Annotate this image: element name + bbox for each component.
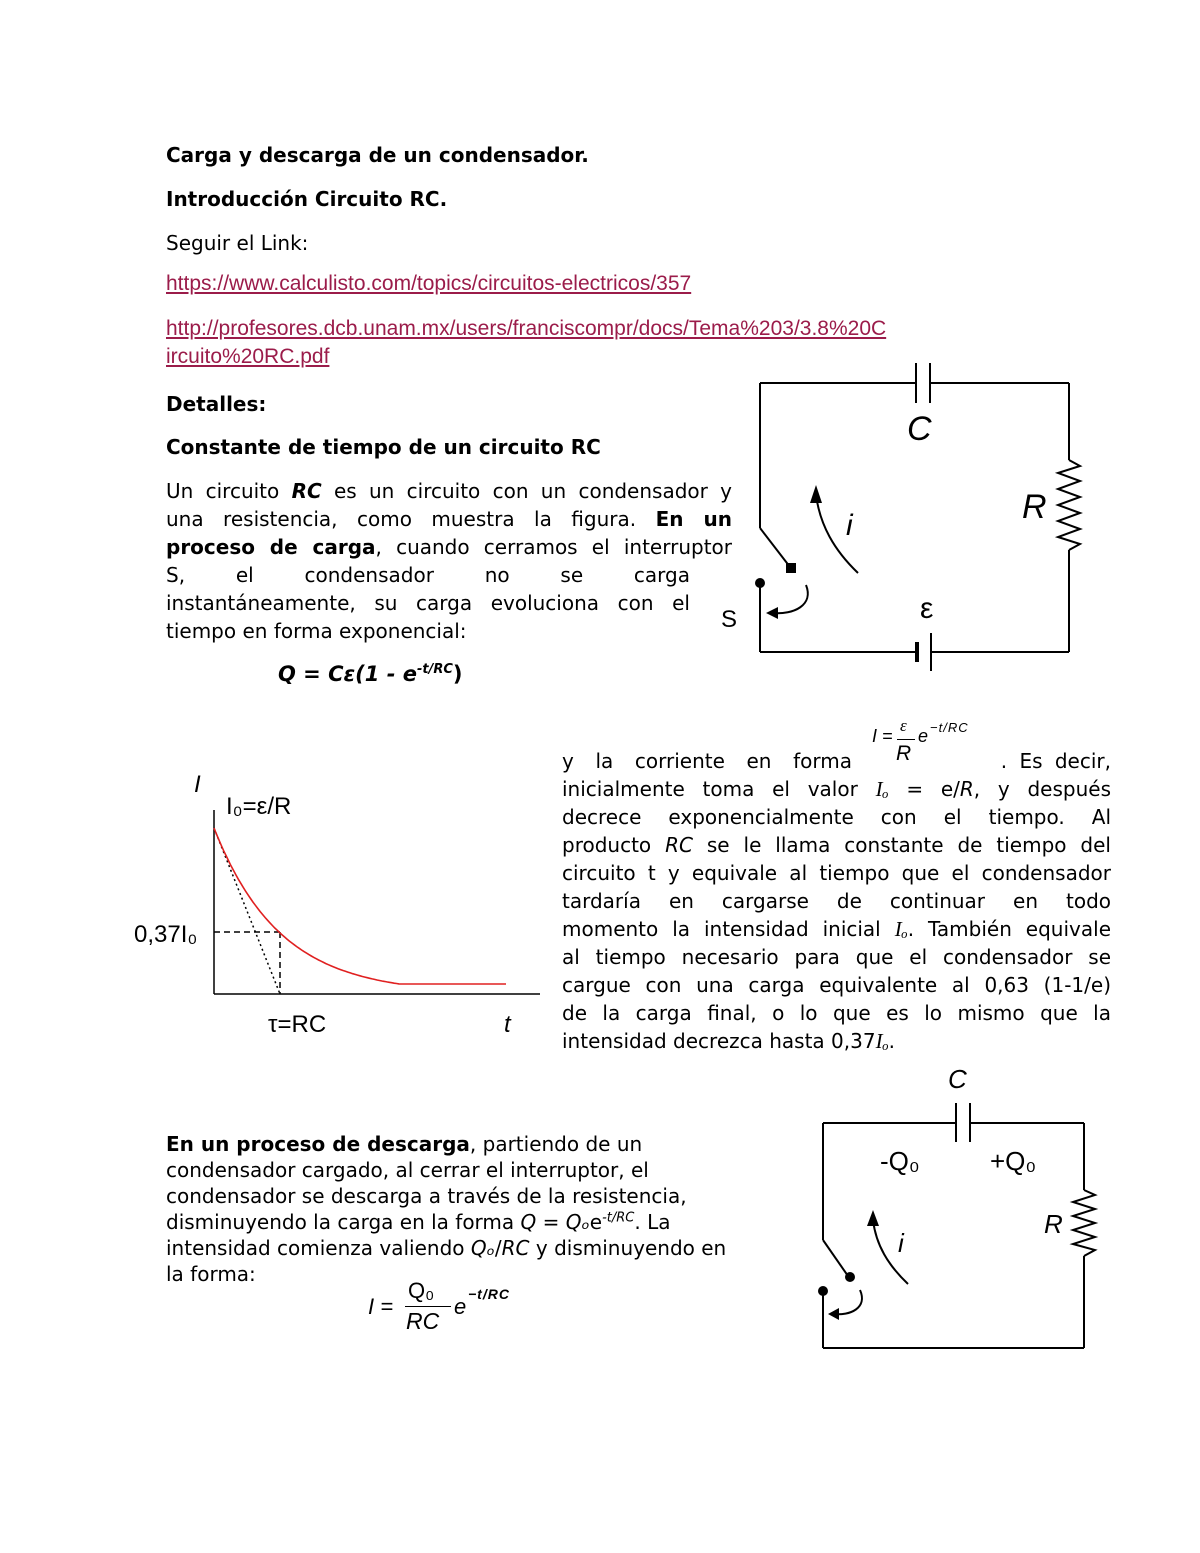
- tau-label: τ=RC: [268, 1011, 327, 1038]
- x-axis-label: t: [504, 1011, 511, 1038]
- label-c: C: [948, 1064, 967, 1094]
- text: intensidad comienza valiendo: [166, 1236, 471, 1260]
- current-decay-graph: [128, 760, 548, 1040]
- charge-line: [166, 561, 690, 589]
- q0-symbol: Qₒ: [565, 1210, 590, 1234]
- text: =: [888, 777, 941, 801]
- discharge-line: [166, 1131, 786, 1157]
- word: condensador: [304, 563, 434, 587]
- label-i: i: [846, 509, 853, 542]
- text: , partiendo de un: [469, 1132, 643, 1156]
- current-line: [562, 1027, 1111, 1055]
- charge-line: [166, 477, 732, 505]
- current-line: decrece exponencialmente con el tiempo. Al: [562, 805, 1111, 829]
- word: el: [235, 563, 254, 587]
- formula-main: Q = Cε(1 - e: [278, 662, 417, 686]
- text: .: [888, 1029, 895, 1053]
- formula-close: ): [452, 662, 463, 686]
- r-symbol: R: [959, 777, 974, 801]
- current-line-1: [562, 747, 1111, 775]
- y-axis-label: I: [194, 771, 201, 798]
- formula-denominator: RC: [406, 1308, 440, 1334]
- text: e: [589, 1210, 603, 1234]
- fraction-bar: [405, 1306, 451, 1307]
- label-s: S: [721, 606, 738, 633]
- text: =: [536, 1210, 566, 1234]
- word: no: [484, 563, 510, 587]
- decay-curve: [214, 828, 506, 984]
- charging-circuit-diagram: [716, 355, 1096, 685]
- current-line: al tiempo necesario para que el condensador se: [562, 945, 1111, 969]
- text: y disminuyendo en: [529, 1236, 727, 1260]
- i0-symbol: Iₒ: [875, 1029, 889, 1053]
- resistor: [1073, 1190, 1095, 1256]
- arrowhead: [766, 607, 778, 619]
- charge-line: tiempo en forma exponencial:: [166, 619, 467, 643]
- text: inicialmente toma el valor: [562, 777, 876, 801]
- word: forma: [793, 749, 852, 773]
- text: Un circuito: [166, 479, 292, 503]
- label-r: R: [1022, 488, 1047, 526]
- link-calculisto[interactable]: https://www.calculisto.com/topics/circuitos-electricos/357: [166, 272, 692, 295]
- link-unam-line1[interactable]: http://profesores.dcb.unam.mx/users/franciscompr/docs/Tema%203/3.8%20C: [166, 317, 887, 340]
- charge-formula: [278, 662, 463, 686]
- discharge-formula: [368, 1280, 538, 1344]
- text: disminuyendo la carga en la forma: [166, 1210, 521, 1234]
- follow-label: Seguir el Link:: [166, 231, 309, 255]
- label-c: C: [907, 410, 932, 448]
- text: una resistencia, como muestra la figura.: [166, 507, 656, 531]
- current-line: cargue con una carga equivalente al 0,63 (1-1/e): [562, 973, 1111, 997]
- label-i: i: [898, 1228, 904, 1258]
- i0-label: I₀=ε/R: [226, 793, 292, 820]
- subtitle: Introducción Circuito RC.: [166, 187, 448, 211]
- word: y: [562, 749, 574, 773]
- word: se: [560, 563, 584, 587]
- discharge-line: condensador se descarga a través de la resistencia,: [166, 1184, 687, 1208]
- i0-symbol: Iₒ: [875, 777, 889, 801]
- text: intensidad decrezca hasta 0,37: [562, 1029, 876, 1053]
- current-line: [562, 775, 1111, 803]
- switch-terminal: [755, 578, 765, 588]
- level-label: 0,37I₀: [134, 921, 198, 948]
- current-paragraph: [562, 747, 1111, 1055]
- switch-terminal: [845, 1272, 855, 1282]
- charge-line: [166, 505, 732, 533]
- current-line: [562, 831, 1111, 859]
- details-heading: Detalles:: [166, 392, 267, 416]
- q-symbol: Q: [520, 1210, 537, 1234]
- rc-term: RC: [291, 479, 322, 503]
- word: la: [595, 749, 614, 773]
- formula-numerator: ε: [900, 716, 907, 735]
- current-line: de la carga final, o lo que es lo mismo que la: [562, 1001, 1111, 1025]
- rc-symbol: RC: [665, 833, 693, 857]
- formula-numerator: Q₀: [408, 1278, 435, 1303]
- discharge-line: la forma:: [166, 1262, 256, 1286]
- word: corriente: [634, 749, 725, 773]
- text: producto: [562, 833, 666, 857]
- text: es un circuito con un condensador y: [321, 479, 733, 503]
- switch-terminal: [786, 563, 796, 573]
- arrowhead: [810, 485, 822, 503]
- q0-symbol: Qₒ: [470, 1236, 495, 1260]
- bold-text: En un: [655, 507, 732, 531]
- formula-e: e: [454, 1294, 467, 1319]
- formula-i: I =: [872, 726, 893, 746]
- section-heading: Constante de tiempo de un circuito RC: [166, 435, 601, 459]
- formula-exponent: -t/RC: [416, 662, 453, 677]
- formula-i: I =: [368, 1294, 394, 1319]
- charge-paragraph: [166, 477, 732, 645]
- formula-exponent: −t/RC: [930, 720, 969, 735]
- bold-text: proceso de carga: [166, 535, 376, 559]
- arrowhead: [867, 1210, 879, 1226]
- text: . También equivale: [907, 917, 1111, 941]
- charge-line: [166, 533, 732, 561]
- rc-symbol: RC: [501, 1236, 530, 1260]
- text: se le llama constante de tiempo del: [692, 833, 1111, 857]
- text: /: [494, 1236, 502, 1260]
- current-line: [562, 915, 1111, 943]
- fraction-bar: [897, 739, 915, 740]
- text: , cuando cerramos el interruptor: [375, 535, 732, 559]
- switch-terminal: [818, 1286, 828, 1296]
- exponent: -t/RC: [602, 1210, 635, 1226]
- document-title: Carga y descarga de un condensador.: [166, 143, 589, 167]
- label-plus-q0: +Q₀: [990, 1146, 1037, 1176]
- current-line: tardaría en cargarse de continuar en todo: [562, 889, 1111, 913]
- formula-exponent: −t/RC: [468, 1286, 510, 1302]
- bold-text: En un proceso de descarga: [166, 1132, 470, 1156]
- link-unam-line2[interactable]: ircuito%20RC.pdf: [166, 345, 330, 368]
- i0-symbol: Iₒ: [894, 917, 908, 941]
- current-line: circuito t y equivale al tiempo que el condensador: [562, 861, 1111, 885]
- discharge-line: [166, 1209, 786, 1235]
- text: , y después: [973, 777, 1111, 801]
- label-r: R: [1044, 1209, 1063, 1239]
- resistor: [1058, 460, 1080, 550]
- charge-line: instantáneamente, su carga evoluciona con el: [166, 591, 690, 615]
- discharging-circuit-diagram: [800, 1060, 1100, 1360]
- word: S,: [166, 563, 186, 587]
- text: e/: [940, 777, 960, 801]
- label-minus-q0: -Q₀: [880, 1146, 920, 1176]
- label-emf: ε: [920, 592, 934, 625]
- text: . La: [634, 1210, 671, 1234]
- discharge-paragraph: [166, 1131, 786, 1287]
- switch-lever: [823, 1240, 848, 1276]
- arrowhead: [828, 1308, 839, 1320]
- word: carga: [633, 563, 690, 587]
- formula-e: e: [918, 726, 929, 746]
- discharge-line: condensador cargado, al cerrar el interruptor, el: [166, 1158, 649, 1182]
- word: en: [746, 749, 772, 773]
- switch-lever: [760, 528, 790, 567]
- text: . Es decir,: [1000, 749, 1111, 773]
- discharge-line: [166, 1235, 786, 1261]
- formula-denominator: R: [896, 742, 912, 765]
- text: momento la intensidad inicial: [562, 917, 895, 941]
